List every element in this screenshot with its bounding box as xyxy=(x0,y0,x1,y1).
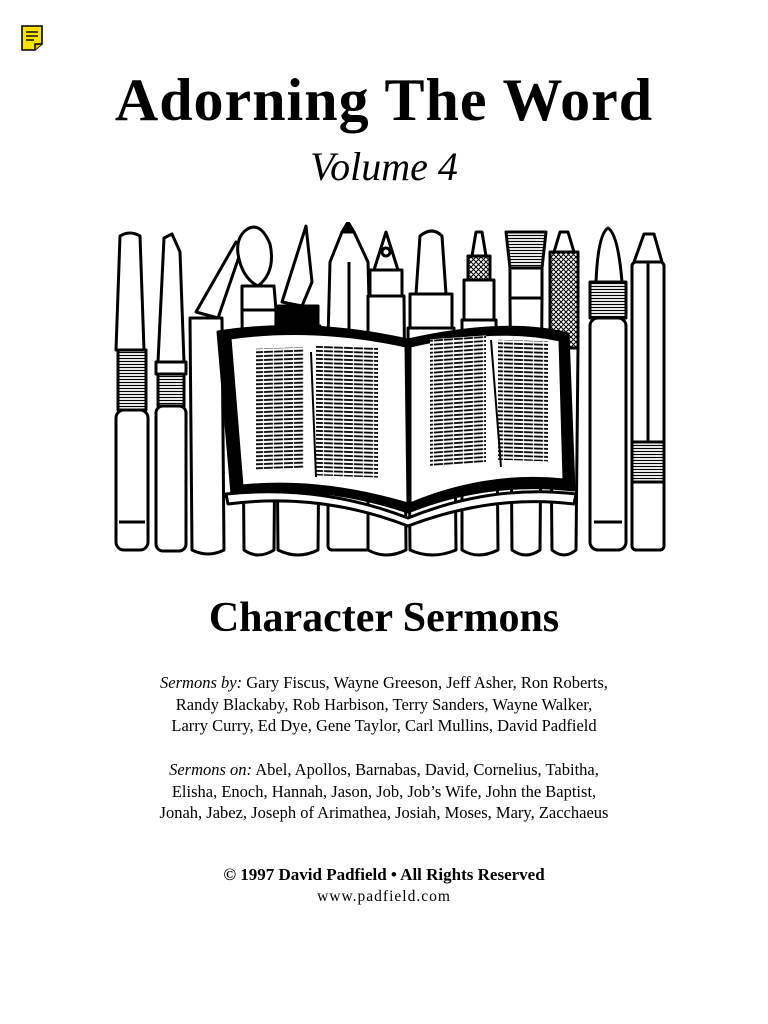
sermons-by-line-3: Larry Curry, Ed Dye, Gene Taylor, Carl Mullins, David Padfield xyxy=(171,716,597,735)
bible-and-pens-icon xyxy=(106,222,672,560)
copyright-notice: © 1997 David Padfield • All Rights Reserved xyxy=(223,865,545,884)
sermons-on-line-1 xyxy=(0,759,768,781)
sermons-on-line-2: Elisha, Enoch, Hannah, Jason, Job, Job’s Wife, John the Baptist, xyxy=(171,781,597,801)
volume-label: Volume 4 xyxy=(310,144,458,189)
sermons-by-label: Sermons by: xyxy=(160,673,243,692)
website-link[interactable]: www.padfield.com xyxy=(317,888,451,905)
sermons-by-paragraph xyxy=(0,672,768,737)
sermons-on-label: Sermons on: xyxy=(169,760,253,779)
sermons-by-line-1 xyxy=(0,672,768,694)
sermons-by-line-2: Randy Blackaby, Rob Harbison, Terry Sanders, Wayne Walker, xyxy=(175,694,593,714)
sermons-on-line-3: Jonah, Jabez, Joseph of Arimathea, Josiah, Moses, Mary, Zacchaeus xyxy=(159,803,609,822)
subtitle: Character Sermons xyxy=(208,595,560,641)
sermons-on-text: Abel, Apollos, Barnabas, David, Cornelius, Tabitha, xyxy=(252,760,599,779)
sermons-by-text: Gary Fiscus, Wayne Greeson, Jeff Asher, Ron Roberts, xyxy=(242,673,608,692)
sermons-on-paragraph xyxy=(0,759,768,824)
book-title: Adorning The Word xyxy=(114,67,654,133)
sticky-note-icon[interactable] xyxy=(20,24,44,52)
